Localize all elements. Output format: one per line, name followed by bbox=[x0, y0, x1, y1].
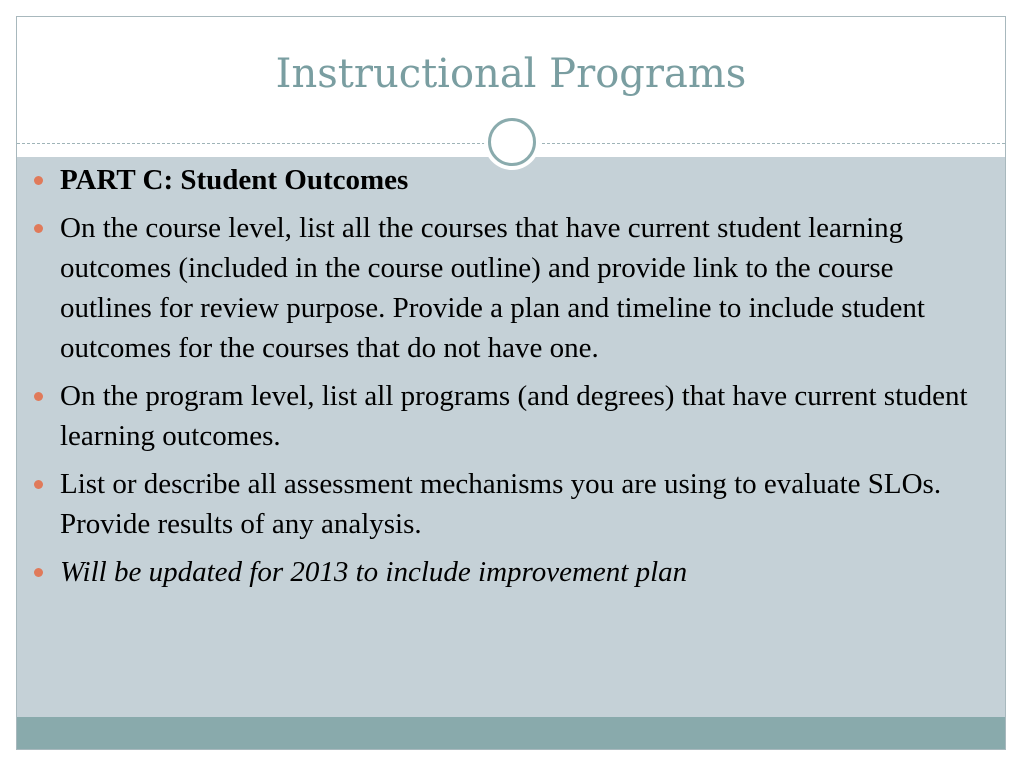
slide-title: Instructional Programs bbox=[275, 51, 747, 97]
bullet-icon bbox=[34, 224, 43, 233]
footer-bar bbox=[17, 717, 1005, 750]
ring-icon bbox=[488, 118, 536, 166]
bullet-text: Will be updated for 2013 to include improvement plan bbox=[60, 556, 688, 588]
bullet-icon bbox=[34, 176, 43, 185]
bullet-list bbox=[30, 160, 970, 600]
bullet-icon bbox=[34, 480, 43, 489]
bullet-icon bbox=[34, 568, 43, 577]
bullet-text: PART C: Student Outcomes bbox=[60, 164, 409, 196]
list-item bbox=[30, 376, 970, 456]
bullet-text: On the program level, list all programs (and degrees) that have current student learning outcomes. bbox=[60, 380, 968, 452]
bullet-text: List or describe all assessment mechanisms you are using to evaluate SLOs. Provide results of any analysis. bbox=[60, 468, 942, 540]
list-item bbox=[30, 552, 970, 592]
list-item bbox=[30, 464, 970, 544]
bullet-icon bbox=[34, 392, 43, 401]
bullet-text: On the course level, list all the courses that have current student learning outcomes (included in the course outline) and provide link to the course outlines for review purpose. Provide a plan and timeline to include student outcomes for the courses that do not have one. bbox=[60, 212, 925, 364]
list-item bbox=[30, 208, 970, 368]
list-item bbox=[30, 160, 970, 200]
